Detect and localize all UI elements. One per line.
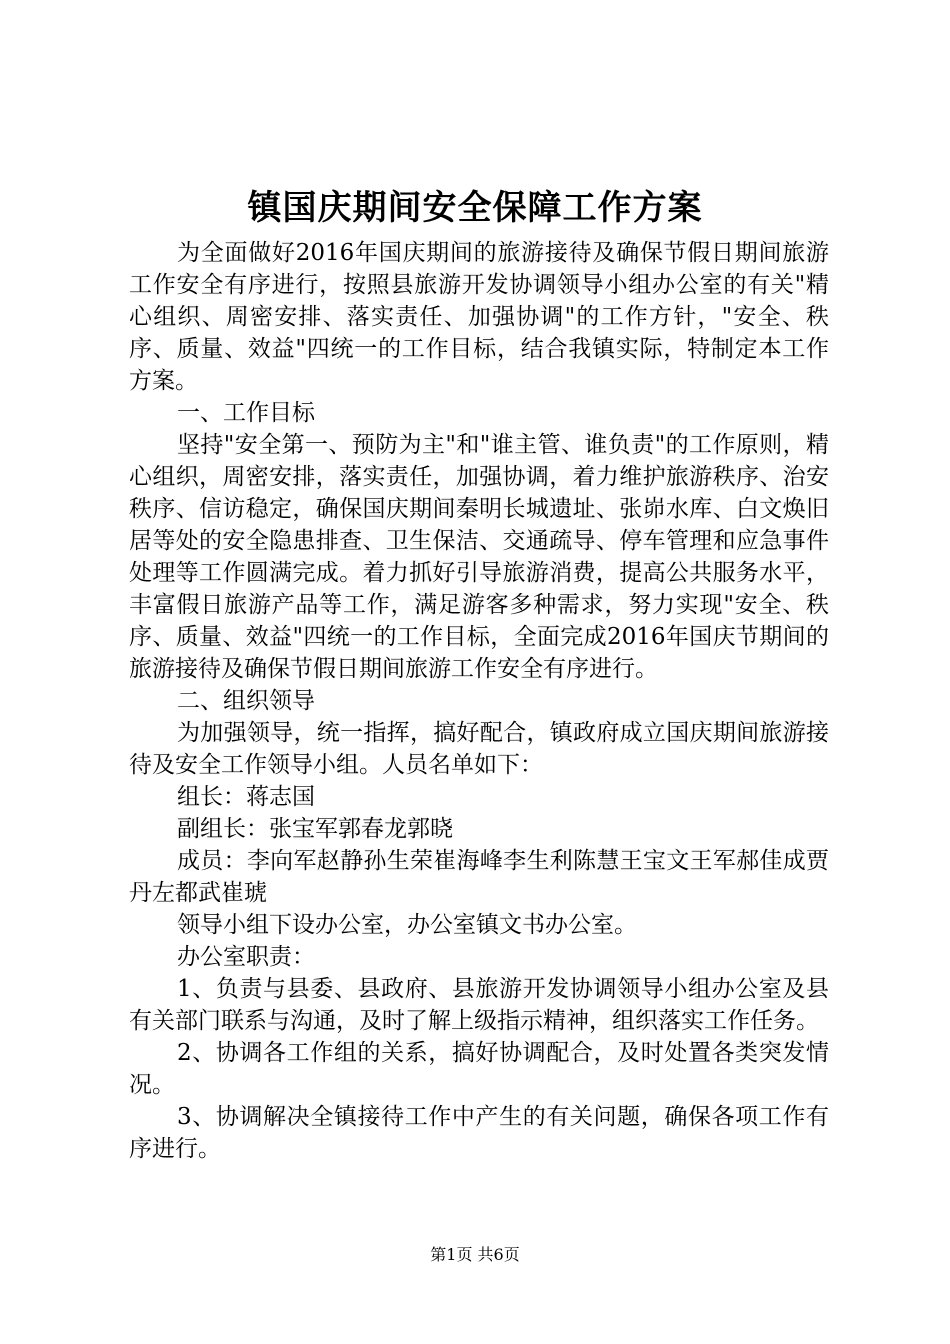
members-line: 成员：李向军赵静孙生荣崔海峰李生利陈慧王宝文王军郝佳成贾丹左都武崔琥 [129,848,829,906]
section-heading-goals: 一、工作目标 [177,400,315,426]
goals-paragraph: 坚持"安全第一、预防为主"和"谁主管、谁负责"的工作原则，精心组织，周密安排，落实责任，加强协调，着力维护旅游秩序、治安秩序、信访稳定，确保国庆期间秦明长城遗址、张峁水库、白文焕旧居等处的安全隐患排查、卫生保洁、交通疏导、停车管理和应急事件处理等工作圆满完成。着力抓好引导旅游消费，提高公共服务水平，丰富假日旅游产品等工作，满足游客多种需求，努力实现"安全、秩序、质量、效益"四统一的工作目标，全面完成2016年国庆节期间的旅游接待及确保节假日期间旅游工作安全有序进行。 [129,432,829,682]
document-title: 镇国庆期间安全保障工作方案 [247,188,703,228]
group-leader-line: 组长：蒋志国 [177,784,315,810]
office-duties-heading: 办公室职责： [177,944,315,970]
duty-item-3: 3、协调解决全镇接待工作中产生的有关问题，确保各项工作有序进行。 [129,1104,829,1162]
organization-paragraph: 为加强领导，统一指挥，搞好配合，镇政府成立国庆期间旅游接待及安全工作领导小组。人员名单如下： [129,720,829,778]
duty-item-2: 2、协调各工作组的关系，搞好协调配合，及时处置各类突发情况。 [129,1040,829,1098]
document-body [129,237,829,1165]
page-footer: 第1页 共6页 [430,1245,520,1264]
duty-item-1: 1、负责与县委、县政府、县旅游开发协调领导小组办公室及县有关部门联系与沟通，及时了解上级指示精神，组织落实工作任务。 [129,976,829,1034]
section-heading-organization: 二、组织领导 [177,688,315,714]
deputy-leader-line: 副组长：张宝军郭春龙郭晓 [177,816,453,842]
intro-paragraph: 为全面做好2016年国庆期间的旅游接待及确保节假日期间旅游工作安全有序进行，按照县旅游开发协调领导小组办公室的有关"精心组织、周密安排、落实责任、加强协调"的工作方针，"安全、秩序、质量、效益"四统一的工作目标，结合我镇实际，特制定本工作方案。 [129,240,829,394]
office-setup-line: 领导小组下设办公室，办公室镇文书办公室。 [177,912,637,938]
